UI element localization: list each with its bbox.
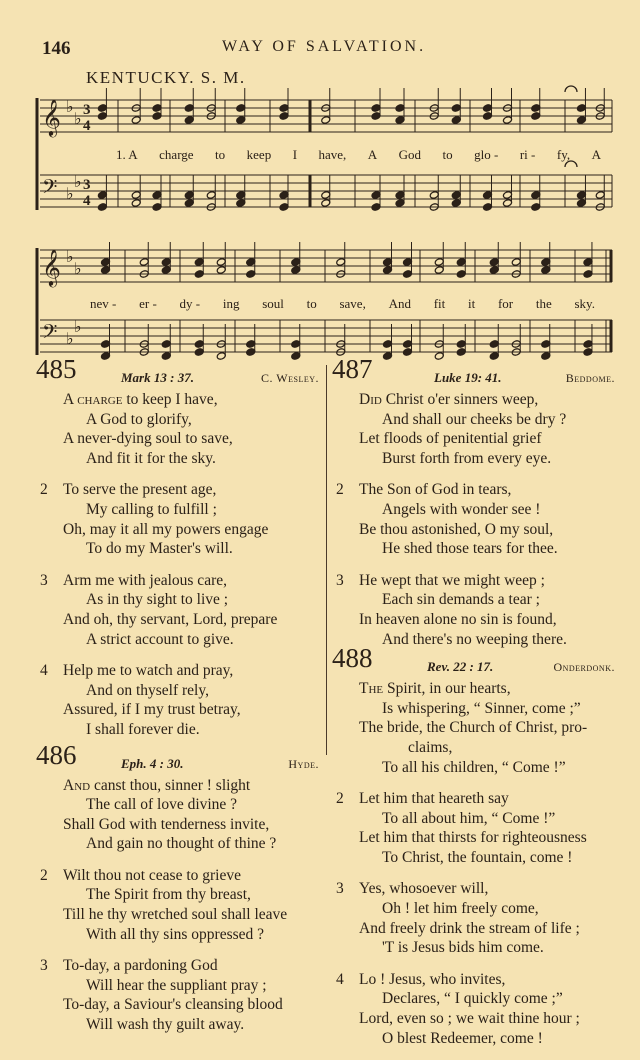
verse-line: Lord, even so ; we wait thine hour ; [359,1010,580,1028]
verse-line: Assured, if I my trust betray, [63,701,241,719]
note-head [483,104,493,113]
stanza [36,571,319,649]
stanza [332,679,615,777]
lyrics-system-2 [90,296,595,312]
hymn-number: 485 [36,354,77,384]
note-head [371,191,381,200]
stanza [332,480,615,558]
first-words: The [359,680,384,698]
stanza-number: 3 [40,957,48,975]
verse-line: Will hear the suppliant pray ; [86,976,267,994]
note-head [371,104,381,113]
verse-line: And gain no thought of thine ? [86,835,277,853]
note-head [236,199,246,208]
note-head [101,352,111,361]
hymn-author: Beddome. [565,371,615,385]
first-words: Did [359,391,382,408]
hymn-header [36,354,319,390]
verse-line: Is whispering, “ Sinner, come ;” [382,699,581,717]
note-head [403,340,413,349]
verse-line: Will wash thy guilt away. [86,1016,245,1034]
verse-line: And on thyself rely, [86,681,209,699]
lyric-syllable: dy - [179,296,201,311]
column-divider [326,365,327,755]
verse-line: 'T is Jesus bids him come. [382,939,544,957]
flat-sign: ♭ [74,111,82,128]
fermata-icon [565,86,577,92]
note-head [184,116,194,125]
hymn-number: 488 [332,643,373,674]
note-head [583,340,593,349]
note-head [403,270,413,279]
verse-line: Lo ! Jesus, who invites, [359,970,506,988]
verse-line: And shall our cheeks be dry ? [382,410,567,428]
lyric-syllable: ing [222,296,240,311]
lyric-syllable: glo - [474,147,499,162]
note-head [152,112,162,121]
note-head [194,348,204,357]
note-head [371,112,381,121]
verse-line: Let floods of penitential grief [359,430,542,448]
stanza [332,390,615,468]
note-head [236,104,246,113]
stanza [332,970,615,1048]
note-head [403,348,413,357]
note-head [403,258,413,267]
note-head [383,266,393,275]
note-head [194,258,204,267]
note-head [161,340,171,349]
verse-line [63,390,319,410]
note-head [531,203,541,212]
verse-line: Arm me with jealous care, [63,571,227,589]
note-head [541,340,551,349]
verse-line: Be thou astonished, O my soul, [359,520,554,538]
verse-line: Till he thy wretched soul shall leave [63,906,288,924]
stanza-number: 2 [336,481,344,499]
note-head [131,191,141,200]
note-head [336,258,346,267]
music-score [0,0,640,370]
note-head [97,203,107,212]
verse-line: And there's no weeping there. [382,630,567,648]
note-head [131,116,141,125]
verse-line: The call of love divine ? [86,796,238,814]
note-head [434,258,444,267]
note-head [489,258,499,267]
verse-line: Oh ! let him freely come, [382,900,539,918]
note-head [483,112,493,121]
lyric-syllable: the [535,296,552,311]
time-signature-top: 3 [83,102,91,118]
note-head [489,340,499,349]
lyric-syllable: save, [339,296,366,311]
note-head [395,116,405,125]
stanza [36,776,319,854]
note-head [236,191,246,200]
note-head [383,258,393,267]
verse-line: As in thy sight to live ; [86,591,229,609]
stanza [332,789,615,867]
treble-clef: 𝄞 [42,249,61,285]
note-head [576,191,586,200]
note-head [383,352,393,361]
note-head [279,104,289,113]
note-head [246,340,256,349]
note-head [216,352,226,361]
note-head [395,104,405,113]
page-number: 146 [42,38,71,59]
note-head [152,203,162,212]
stanza [36,956,319,1034]
stanza-number: 3 [336,880,344,898]
lyric-syllable: charge [159,147,194,162]
note-head [451,191,461,200]
note-head [541,258,551,267]
note-head [279,191,289,200]
note-head [451,104,461,113]
lyrics-system-1 [116,147,601,163]
verse-line [359,390,615,410]
verse-line: I shall forever die. [86,720,200,738]
lyric-syllable: to [442,147,453,162]
flat-sign: ♭ [74,319,82,336]
bass-clef: 𝄢 [42,322,58,348]
note-head [531,191,541,200]
verse-line: Each sin demands a tear ; [382,591,540,609]
hymn-488 [332,643,615,1048]
note-head [383,340,393,349]
verse-line: My calling to fulfill ; [86,500,217,518]
note-head [161,266,171,275]
lyric-syllable: I [292,147,298,162]
first-words: And [63,776,91,794]
stanza [36,866,319,944]
flat-sign: ♭ [66,331,74,348]
verse-line: The Spirit from thy breast, [86,886,251,904]
stanza-number: 2 [40,481,48,499]
note-head [371,203,381,212]
verse-line: Wilt thou not cease to grieve [63,866,242,884]
note-head [97,191,107,200]
note-head [541,352,551,361]
note-head [279,112,289,121]
time-signature-bottom: 4 [83,193,91,209]
note-head [576,199,586,208]
note-head [583,348,593,357]
time-signature-top: 3 [83,177,91,193]
note-head [541,266,551,275]
lyric-syllable: to [215,147,226,162]
note-head [139,258,149,267]
note-head [97,112,107,121]
note-head [395,191,405,200]
note-head [291,266,301,275]
scripture-reference: Eph. 4 : 30. [121,755,184,771]
verse-line: And freely drink the stream of life ; [359,919,580,937]
note-head [576,104,586,113]
bass-clef: 𝄢 [42,177,58,203]
stanza [36,480,319,558]
verse-line: Shall God with tenderness invite, [63,815,270,833]
flat-sign: ♭ [66,99,74,116]
hymn-485 [36,354,319,740]
verse-line: Burst forth from every eye. [382,449,552,467]
lyric-syllable: for [497,296,514,311]
stanza-number: 3 [336,571,344,589]
flat-sign: ♭ [66,249,74,266]
lyric-syllable: God [398,147,422,162]
note-head [451,199,461,208]
stanza-number: 3 [40,571,48,589]
first-line-rest: to keep I have, [122,391,218,408]
note-head [503,199,513,208]
note-head [291,258,301,267]
note-head [161,352,171,361]
note-head [279,203,289,212]
verse-line: The Son of God in tears, [359,481,512,499]
lyric-syllable: fit [433,296,446,311]
note-head [489,266,499,275]
note-head [451,116,461,125]
verse-line: Let him that thirsts for righteousness [359,829,587,847]
verse-line: A strict account to give. [86,630,234,648]
note-head [101,266,111,275]
note-head [511,258,521,267]
verse-line: Help me to watch and pray, [63,662,234,680]
verse-line: The bride, the Church of Christ, pro- [359,719,588,737]
flat-sign: ♭ [66,186,74,203]
verse-line: To do my Master's will. [86,540,233,558]
note-head [503,116,513,125]
note-head [206,191,216,200]
lyric-syllable: to [306,296,317,311]
note-head [291,352,301,361]
note-head [434,266,444,275]
verse-line: He shed those tears for thee. [382,540,558,558]
lyric-syllable: 1. A [116,147,138,162]
lyric-syllable: A [367,147,378,162]
note-head [321,191,331,200]
verse-line: He wept that we might weep ; [359,571,545,589]
verse-line: To Christ, the fountain, come ! [382,848,573,866]
verse-line: O blest Redeemer, come ! [382,1029,543,1047]
note-head [184,191,194,200]
note-head [429,191,439,200]
note-head [216,258,226,267]
note-head [216,266,226,275]
scripture-reference: Rev. 22 : 17. [427,659,494,675]
note-head [152,104,162,113]
stanza [332,571,615,649]
lyric-syllable: sky. [574,296,595,311]
note-head [131,199,141,208]
note-head [194,270,204,279]
note-head [434,352,444,361]
verse-line: In heaven alone no sin is found, [359,610,557,628]
note-head [184,199,194,208]
hymn-header [332,643,615,679]
lyric-syllable: have, [318,147,347,162]
verse-line: To all his children, “ Come !” [382,758,566,776]
hymn-header [332,354,615,390]
note-head [184,104,194,113]
note-head [395,199,405,208]
note-head [97,104,107,113]
verse-line: A God to glorify, [86,410,192,428]
flat-sign: ♭ [74,174,82,191]
flat-sign: ♭ [74,261,82,278]
note-head [321,199,331,208]
verse-line: And oh, thy servant, Lord, prepare [63,610,278,628]
lyric-syllable: fy, [556,147,571,162]
hymn-486 [36,739,319,1035]
stanza-number: 4 [336,970,344,988]
first-line-rest: canst thou, sinner ! slight [90,776,251,794]
note-head [291,340,301,349]
verse-line: To-day, a Saviour's cleansing blood [63,996,283,1014]
note-head [456,340,466,349]
lyric-syllable: er - [139,296,157,311]
note-head [161,258,171,267]
note-head [236,116,246,125]
stanza-number: 4 [40,662,48,680]
note-head [531,112,541,121]
verse-line: With all thy sins oppressed ? [86,925,265,943]
note-head [576,116,586,125]
hymn-author: Hyde. [288,756,319,771]
note-head [456,270,466,279]
note-head [246,258,256,267]
note-head [456,348,466,357]
verse-line: claims, [408,738,453,756]
left-column [36,354,319,1047]
verse-line: To serve the present age, [63,481,217,499]
verse-line: And fit it for the sky. [86,449,216,467]
hymn-487 [332,354,615,649]
scripture-reference: Mark 13 : 37. [121,370,194,385]
hymn-author: Onderdonk. [553,660,615,675]
lyric-syllable: ri - [519,147,536,162]
lyric-syllable: soul [262,296,284,311]
verse-line: To-day, a pardoning God [63,957,218,975]
note-head [321,116,331,125]
lyric-syllable: keep [246,147,272,162]
note-head [152,191,162,200]
note-head [246,270,256,279]
lyric-syllable: nev - [90,296,117,311]
first-line-rest: Spirit, in our hearts, [383,680,511,698]
first-words: A charge [63,391,123,408]
stanza [332,879,615,957]
stanza [36,390,319,468]
stanza-number: 2 [40,866,48,884]
tune-title: KENTUCKY. S. M. [86,68,246,87]
stanza-number: 2 [336,790,344,808]
verse-line: Declares, “ I quickly come ;” [382,990,563,1008]
lyric-syllable: A [591,147,601,162]
verse-line: Yes, whosoever will, [359,880,489,898]
right-column [332,354,615,1060]
first-line-rest: Christ o'er sinners weep, [381,391,539,408]
verse-line: A never-dying soul to save, [63,430,233,448]
note-head [531,104,541,113]
verse-line: Angels with wonder see ! [382,500,541,518]
hymn-number: 486 [36,739,77,770]
note-head [583,258,593,267]
stanza [36,661,319,739]
treble-clef: 𝄞 [42,99,61,135]
lyric-syllable: And [388,296,411,311]
verse-line: To all about him, “ Come !” [382,809,556,827]
verse-line [359,679,615,699]
note-head [595,191,605,200]
note-head [489,352,499,361]
note-head [101,340,111,349]
hymn-author: C. Wesley. [261,371,319,385]
hymn-number: 487 [332,354,373,384]
note-head [456,258,466,267]
note-head [194,340,204,349]
time-signature-bottom: 4 [83,118,91,134]
scripture-reference: Luke 19: 41. [434,370,502,385]
note-head [246,348,256,357]
verse-line: Let him that heareth say [359,790,509,808]
verse-line [63,776,319,796]
lyric-syllable: it [467,296,476,311]
note-head [503,191,513,200]
note-head [483,191,493,200]
verse-line: Oh, may it all my powers engage [63,520,269,538]
running-head: WAY OF SALVATION. [222,38,427,55]
note-head [101,258,111,267]
note-head [583,270,593,279]
note-head [483,203,493,212]
hymn-header [36,739,319,776]
